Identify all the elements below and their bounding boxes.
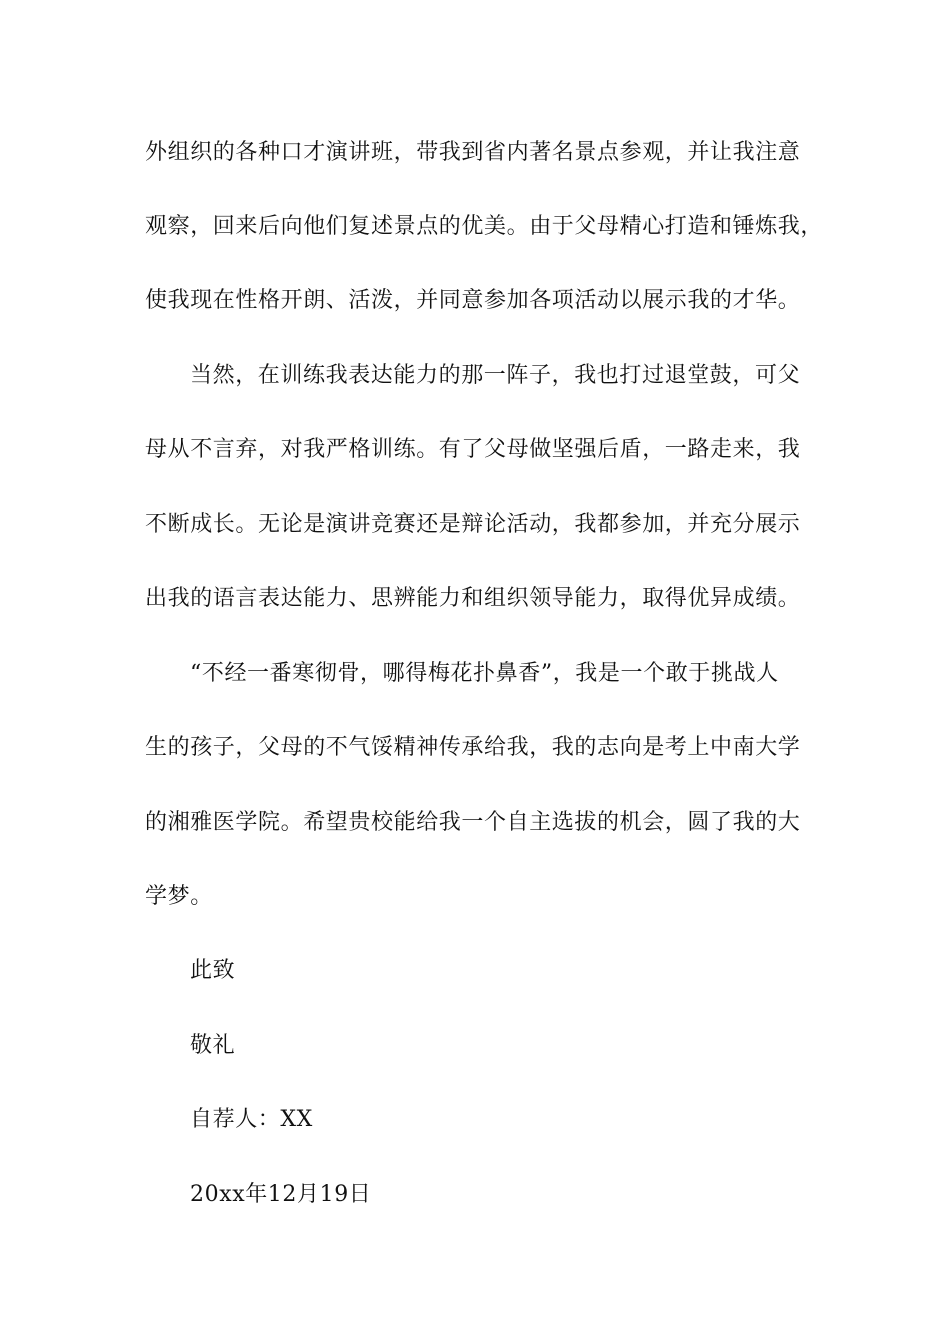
paragraph-line: 不断成长。无论是演讲竞赛还是辩论活动，我都参加，并充分展示: [145, 512, 801, 537]
paragraph-line: 生的孩子，父母的不气馁精神传承给我，我的志向是考上中南大学: [145, 735, 801, 760]
closing-regards: 敬礼: [190, 1033, 236, 1058]
paragraph-line: 的湘雅医学院。希望贵校能给我一个自主选拔的机会，圆了我的大: [145, 810, 801, 835]
signature: 自荐人：XX: [190, 1107, 313, 1132]
closing-salutation: 此致: [190, 958, 236, 983]
paragraph-line: 使我现在性格开朗、活泼，并同意参加各项活动以展示我的才华。: [145, 288, 801, 313]
paragraph-line: 外组织的各种口才演讲班，带我到省内著名景点参观，并让我注意: [145, 140, 801, 165]
date: 20xx年12月19日: [190, 1182, 372, 1207]
paragraph-line: 观察，回来后向他们复述景点的优美。由于父母精心打造和锤炼我，: [145, 214, 824, 239]
paragraph-line: 出我的语言表达能力、思辨能力和组织领导能力，取得优异成绩。: [145, 586, 801, 611]
paragraph-line: 学梦。: [145, 884, 213, 909]
paragraph-line: “不经一番寒彻骨，哪得梅花扑鼻香”，我是一个敢于挑战人: [190, 661, 779, 686]
paragraph-line: 当然，在训练我表达能力的那一阵子，我也打过退堂鼓，可父: [190, 363, 801, 388]
paragraph-line: 母从不言弃，对我严格训练。有了父母做坚强后盾，一路走来，我: [145, 437, 801, 462]
